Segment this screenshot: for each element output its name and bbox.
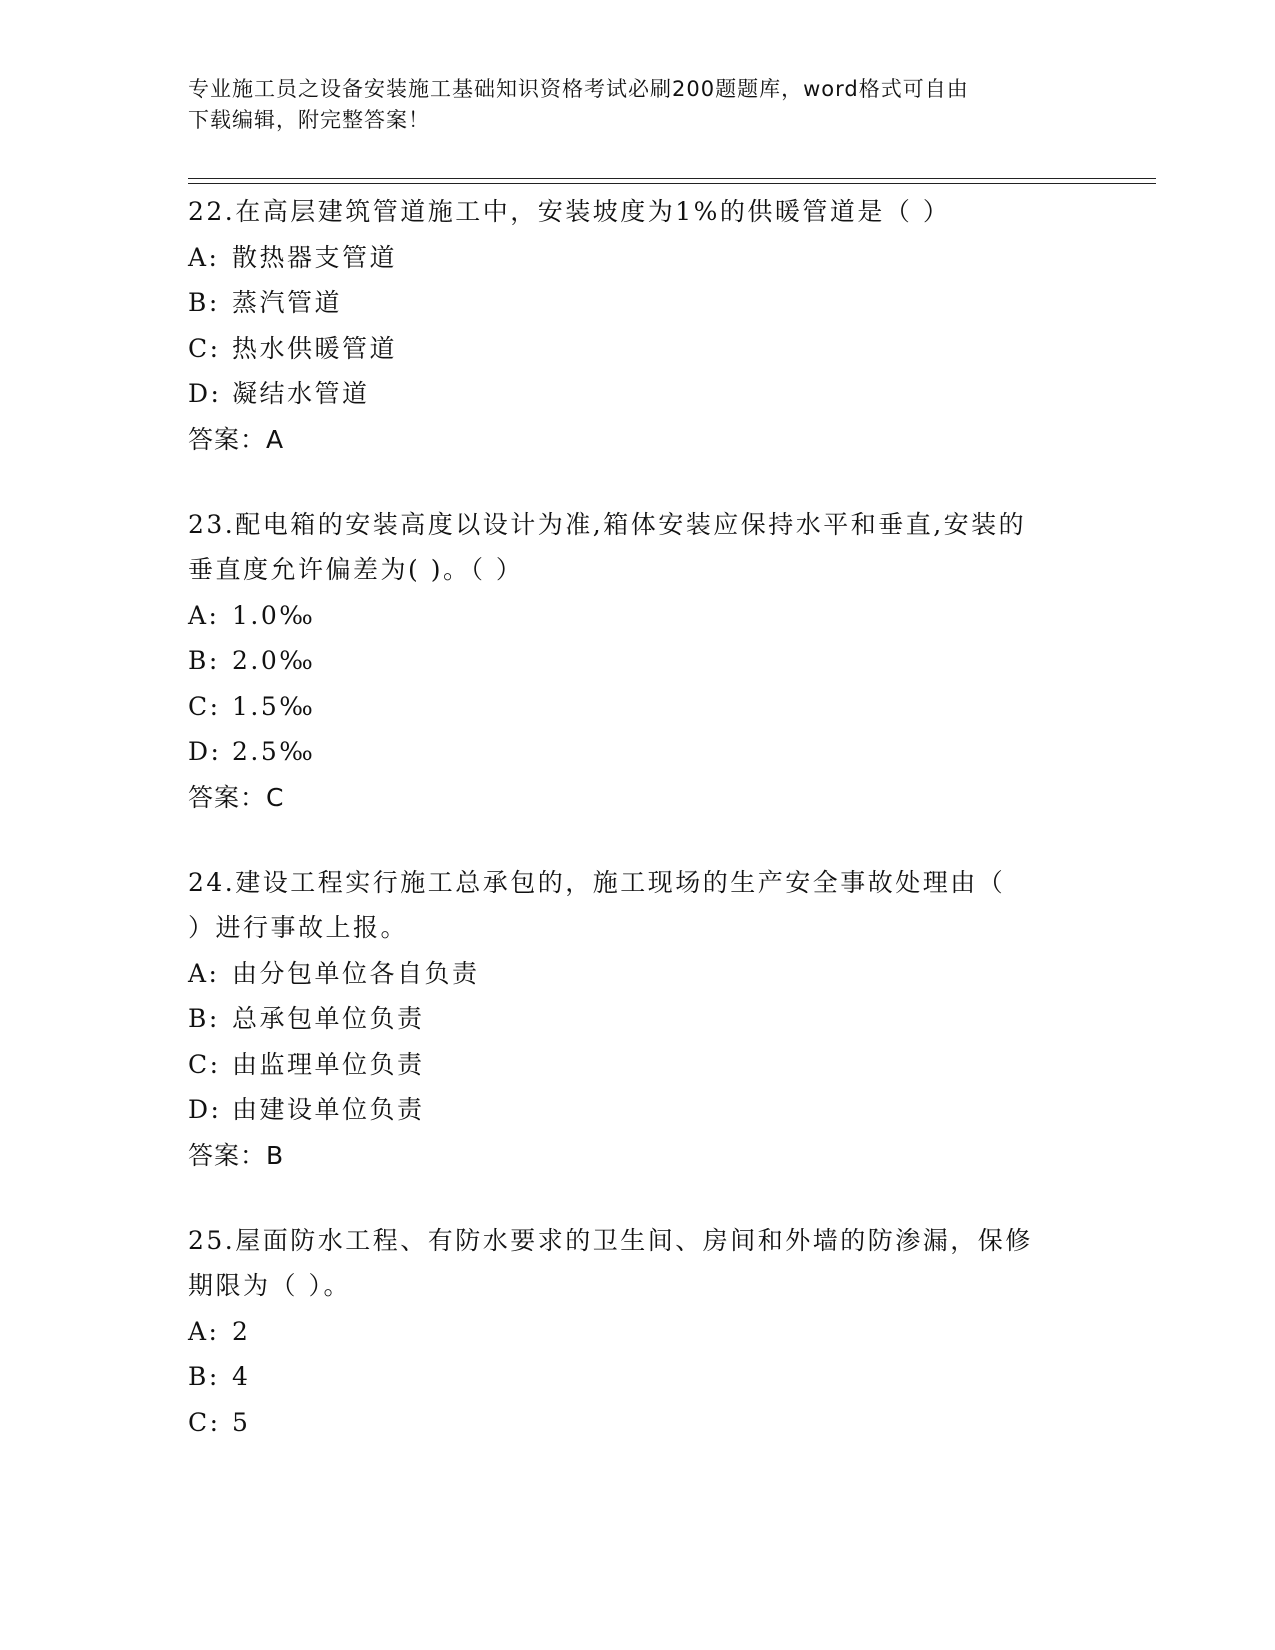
- option-c: [188, 1042, 1088, 1088]
- option-letter: A:: [188, 242, 220, 272]
- answer-line: 答案：A: [188, 424, 285, 454]
- option-b: [188, 1354, 1088, 1400]
- option-text: 热水供暖管道: [232, 333, 398, 363]
- option-text: 5: [232, 1407, 251, 1437]
- option-letter: D:: [188, 1095, 222, 1124]
- option-d: [188, 371, 1088, 417]
- option-letter: C:: [188, 1049, 221, 1079]
- header-divider-bottom: [188, 183, 1156, 184]
- option-letter: B:: [188, 1004, 220, 1033]
- question-stem-line: 23.配电箱的安装高度以设计为准,箱体安装应保持水平和垂直,安装的: [188, 509, 1027, 539]
- answer-line: 答案：B: [188, 1140, 285, 1170]
- question-23: [188, 502, 1088, 821]
- option-letter: C:: [188, 1407, 221, 1437]
- question-stem-line: 期限为（ ）。: [188, 1271, 351, 1300]
- option-text: 凝结水管道: [232, 379, 370, 408]
- option-text: 2: [232, 1316, 251, 1346]
- document-header: [188, 74, 1088, 136]
- option-letter: B:: [188, 288, 220, 317]
- option-letter: D:: [188, 737, 222, 766]
- option-letter: B:: [188, 1362, 220, 1391]
- question-22: [188, 189, 1088, 463]
- option-b: [188, 638, 1088, 684]
- option-text: 由建设单位负责: [232, 1095, 425, 1124]
- option-text: 蒸汽管道: [232, 288, 343, 317]
- option-letter: A:: [188, 1316, 220, 1346]
- question-stem: [188, 189, 1088, 235]
- option-c: [188, 684, 1088, 730]
- header-line-2: 下载编辑，附完整答案！: [188, 108, 430, 132]
- option-a: [188, 951, 1088, 997]
- option-a: [188, 235, 1088, 281]
- question-stem-line: 24.建设工程实行施工总承包的，施工现场的生产安全事故处理由（: [188, 867, 1006, 897]
- option-letter: A:: [188, 958, 220, 988]
- question-stem-line: 22.在高层建筑管道施工中，安装坡度为1%的供暖管道是（ ）: [188, 197, 951, 226]
- option-c: [188, 326, 1088, 372]
- option-text: 1.0‰: [232, 600, 316, 630]
- option-d: [188, 1087, 1088, 1133]
- question-stem: [188, 860, 1088, 951]
- question-stem-line: ）进行事故上报。: [188, 913, 409, 942]
- question-stem: [188, 1218, 1088, 1309]
- option-text: 散热器支管道: [232, 242, 398, 272]
- option-letter: C:: [188, 333, 221, 363]
- option-a: [188, 1309, 1088, 1355]
- option-text: 2.0‰: [232, 646, 316, 675]
- answer-line: 答案：C: [188, 782, 285, 812]
- question-24: [188, 860, 1088, 1179]
- option-a: [188, 593, 1088, 639]
- question-stem: [188, 502, 1088, 593]
- option-c: [188, 1400, 1088, 1446]
- question-list: [188, 189, 1088, 1484]
- option-letter: B:: [188, 646, 220, 675]
- question-stem-line: 25.屋面防水工程、有防水要求的卫生间、房间和外墙的防渗漏，保修: [188, 1225, 1033, 1255]
- option-letter: C:: [188, 691, 221, 721]
- option-text: 由分包单位各自负责: [232, 958, 480, 988]
- option-d: [188, 729, 1088, 775]
- question-stem-line: 垂直度允许偏差为( )。（ ）: [188, 555, 524, 584]
- option-text: 4: [232, 1362, 251, 1391]
- option-text: 2.5‰: [232, 737, 316, 766]
- option-letter: D:: [188, 379, 222, 408]
- option-b: [188, 280, 1088, 326]
- header-line-1: 专业施工员之设备安装施工基础知识资格考试必刷200题题库，word格式可自由: [188, 77, 969, 101]
- option-letter: A:: [188, 600, 220, 630]
- option-b: [188, 996, 1088, 1042]
- question-25: [188, 1218, 1088, 1446]
- header-divider-top: [188, 178, 1156, 179]
- option-text: 1.5‰: [232, 691, 316, 721]
- option-text: 总承包单位负责: [232, 1004, 425, 1033]
- option-text: 由监理单位负责: [232, 1049, 425, 1079]
